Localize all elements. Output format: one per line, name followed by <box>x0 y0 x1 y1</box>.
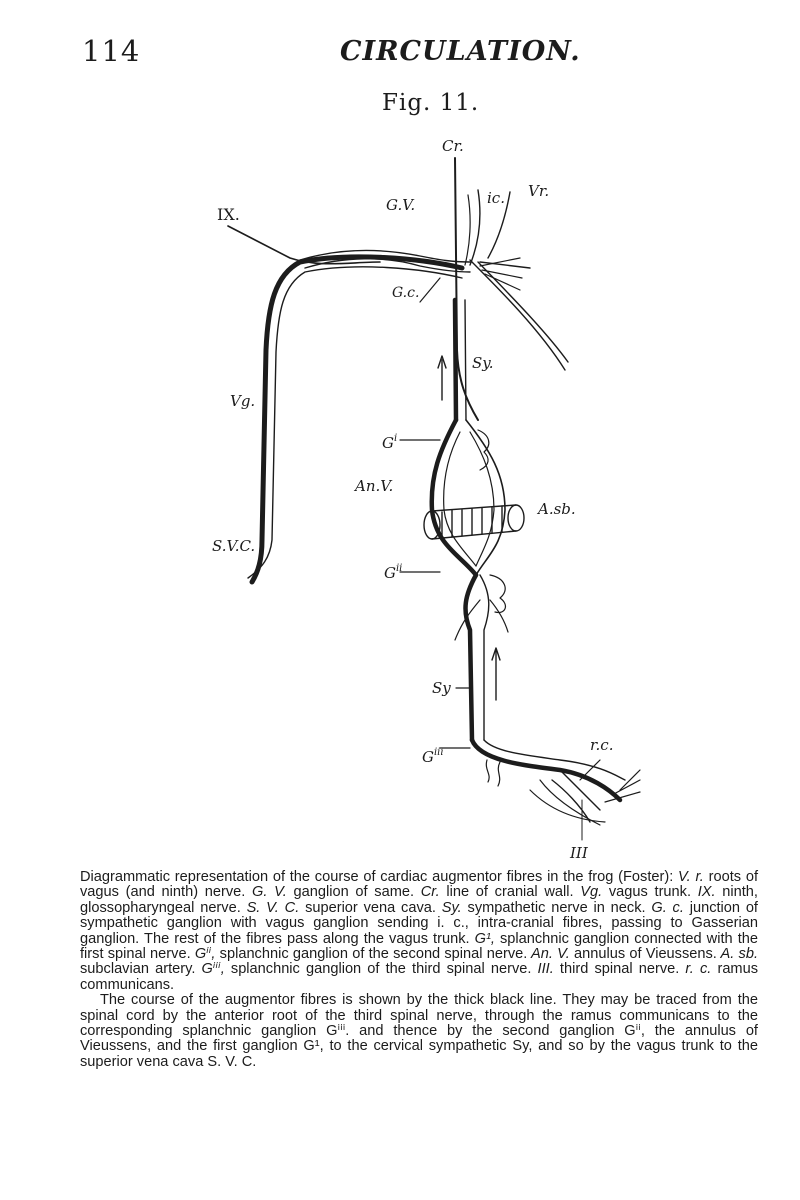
running-title: CIRCULATION. <box>340 36 581 67</box>
intracranial-fibres <box>470 190 480 265</box>
legend-abbr: An. V. <box>527 946 575 963</box>
legend-desc: line of cranial wall. <box>446 884 574 901</box>
legend-entry <box>191 946 528 962</box>
legend-abbr: G. V. <box>245 884 294 901</box>
caption-legend <box>80 870 758 993</box>
legend-entry <box>414 884 574 900</box>
legend-abbr: III. <box>531 961 560 978</box>
legend-desc: junction of sympathetic ganglion with vagus ganglion sending i. c., intra-cranial fibres, passing to Gasserian ganglion. The rest of the fibres pass along the vagus trunk. <box>80 899 758 947</box>
legend-abbr: Sy. <box>435 899 468 916</box>
label-vr: Vr. <box>528 182 550 200</box>
page-number: 114 <box>82 34 141 68</box>
legend-desc: vagus trunk. <box>608 884 692 901</box>
label-sy-mid: Sy <box>432 679 451 697</box>
sympathetic-chain-lower <box>465 575 476 740</box>
label-iii: III <box>570 844 588 860</box>
label-asb: A.sb. <box>538 500 576 518</box>
label-cr: Cr. <box>442 137 464 155</box>
legend-entry <box>531 961 679 977</box>
vagus-trunk <box>252 257 462 582</box>
legend-desc: roots of vagus (and ninth) nerve. <box>80 869 758 901</box>
legend-abbr: Gⁱⁱⁱ, <box>195 961 231 978</box>
legend-entry <box>436 900 646 916</box>
legend-desc: ganglion of same. <box>293 884 415 901</box>
label-ic: ic. <box>487 189 505 207</box>
caption-description: The course of the augmentor fibres is shown by the thick black line. They may be traced from the spinal cord by the anterior root of the third spinal nerve, through the ramus communicans to the corresponding splanchnic ganglion Gⁱⁱⁱ. and thence by the second ganglion Gⁱⁱ, the annulus of Vieussens, and the first ganglion G¹, to the cervical sympathetic Sy, and so by the vagus trunk to the superior vena cava S. V. C. <box>80 992 758 1070</box>
label-vg: Vg. <box>230 392 256 410</box>
figure-caption <box>80 870 758 1070</box>
label-rc: r.c. <box>590 736 614 754</box>
legend-desc: splanchnic ganglion of the third spinal nerve. <box>230 961 532 978</box>
legend-desc: subclavian artery. <box>80 961 196 978</box>
label-ix: IX. <box>217 205 240 224</box>
label-gc: G.c. <box>392 285 420 301</box>
legend-desc: third spinal nerve. <box>559 961 680 978</box>
label-gv: G.V. <box>386 196 416 214</box>
legend-abbr: Vg. <box>573 884 609 901</box>
legend-desc: splanchnic ganglion of the second spinal nerve. <box>219 946 528 963</box>
legend-abbr: G. c. <box>645 899 690 916</box>
cranial-wall-line <box>455 158 478 420</box>
label-sy-top: Sy. <box>472 354 494 372</box>
legend-desc: annulus of Vieussens. <box>574 946 717 963</box>
label-g3: $G^{iii}$ <box>422 747 444 766</box>
legend-desc: splanchnic ganglion connected with the first spinal nerve. <box>80 930 758 963</box>
legend-entry <box>241 900 436 916</box>
legend-abbr: A. sb. <box>716 946 758 963</box>
legend-abbr: r. c. <box>679 961 718 978</box>
legend-entry <box>245 884 414 900</box>
label-anv: An.V. <box>355 477 394 495</box>
legend-abbr: V. r. <box>678 869 709 885</box>
label-g2: $G^{ii}$ <box>384 563 403 582</box>
legend-desc: sympathetic nerve in neck. <box>467 899 646 916</box>
legend-desc: ramus communicans. <box>80 961 758 993</box>
label-g1: $G^i$ <box>382 433 398 452</box>
legend-abbr: IX. <box>691 884 723 901</box>
legend-abbr: G¹, <box>469 930 500 947</box>
label-svc: S.V.C. <box>212 537 256 555</box>
sympathetic-chain-upper <box>455 300 456 420</box>
legend-abbr: S. V. C. <box>240 899 306 916</box>
legend-entry <box>574 884 691 900</box>
legend-desc: ninth, glossopharyngeal nerve. <box>80 884 758 916</box>
legend-abbr: Cr. <box>414 884 447 901</box>
annulus-of-vieussens <box>432 420 476 575</box>
legend-abbr: Gⁱⁱ, <box>190 946 220 963</box>
caption-intro: Diagrammatic representation of the course of cardiac augmentor fibres in the frog (Foster): <box>80 869 674 885</box>
legend-entry <box>527 946 717 962</box>
legend-desc: superior vena cava. <box>305 899 436 916</box>
figure-title: Fig. 11. <box>382 90 480 116</box>
legend-entry <box>195 961 531 977</box>
